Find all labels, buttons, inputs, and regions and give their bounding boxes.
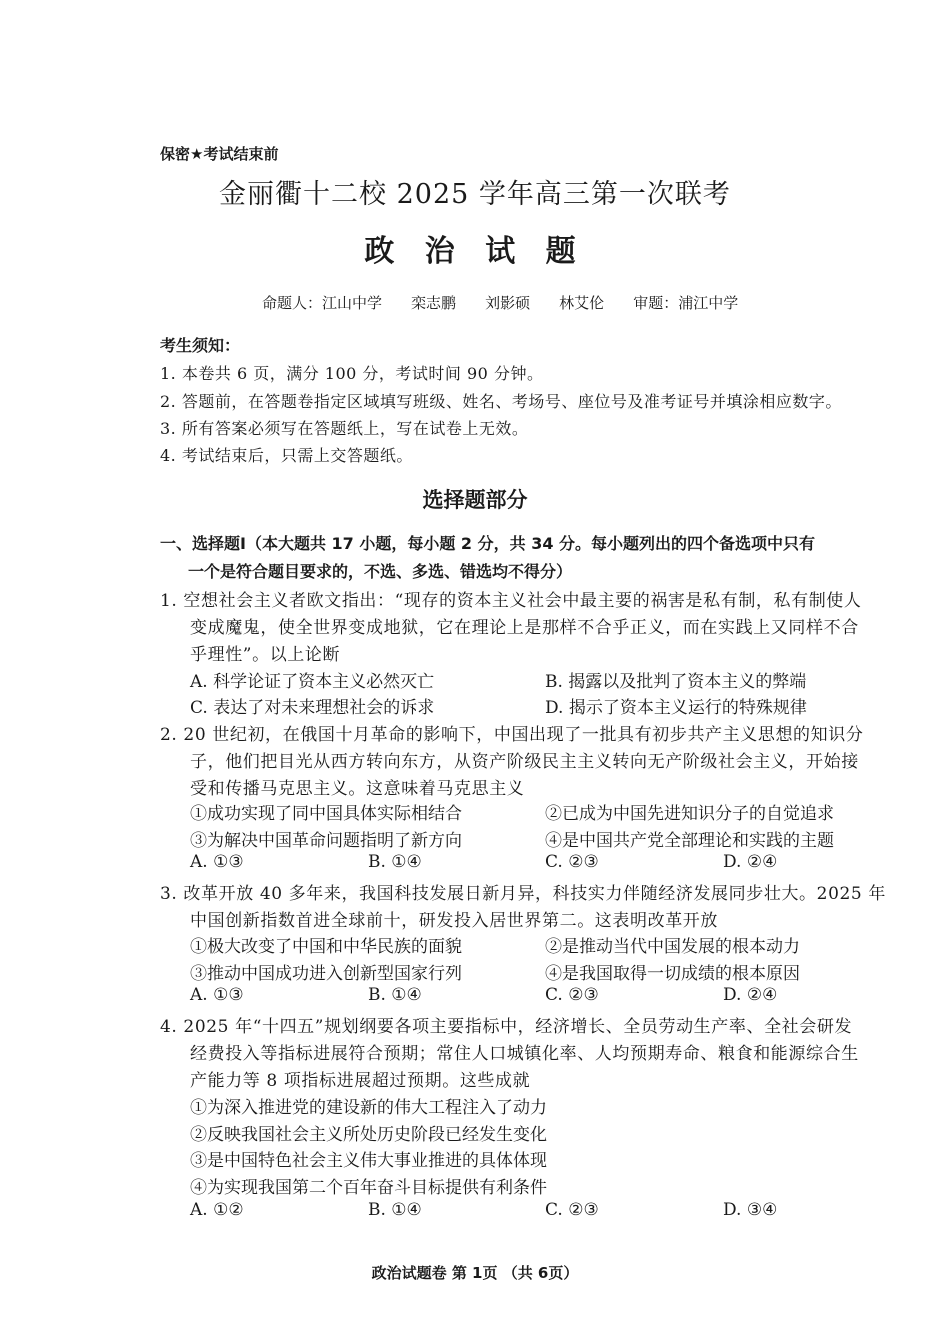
question-4-text: 产能力等 8 项指标进展超过预期。这些成就 <box>190 1071 531 1091</box>
question-1-text: 1. 空想社会主义者欧文指出：“现存的资本主义社会中最主要的祸害是私有制，私有制使人 <box>160 591 862 611</box>
question-3-statement: ④是我国取得一切成绩的根本原因 <box>545 964 800 984</box>
question-1-option-d: D. 揭示了资本主义运行的特殊规律 <box>545 698 807 718</box>
confidential-label: 保密★考试结束前 <box>160 145 279 163</box>
section-title: 选择题部分 <box>422 488 528 512</box>
question-3-text: 3. 改革开放 40 多年来，我国科技发展日新月异，科技实力伴随经济发展同步壮大。2025 年 <box>160 884 886 904</box>
question-2-statement: ①成功实现了同中国具体实际相结合 <box>190 804 462 824</box>
authors-label: 命题人：江山中学 <box>262 294 383 312</box>
notice-item: 4. 考试结束后，只需上交答题纸。 <box>160 446 413 465</box>
reviewer-label: 审题：浦江中学 <box>633 294 739 312</box>
question-4-option-c: C. ②③ <box>545 1200 599 1220</box>
question-2-statement: ④是中国共产党全部理论和实践的主题 <box>545 831 834 851</box>
question-3-option-b: B. ①④ <box>368 985 422 1005</box>
question-3-option-c: C. ②③ <box>545 985 599 1005</box>
question-4-statement: ④为实现我国第二个百年奋斗目标提供有利条件 <box>190 1178 547 1198</box>
question-4-text: 经费投入等指标进展符合预期；常住人口城镇化率、人均预期寿命、粮食和能源综合生 <box>190 1044 859 1064</box>
question-3-option-d: D. ②④ <box>723 985 778 1005</box>
instructions-line: 一个是符合题目要求的，不选、多选、错选均不得分） <box>188 562 573 581</box>
question-1-text: 乎理性”。以上论断 <box>190 645 341 665</box>
question-2-option-d: D. ②④ <box>723 852 778 872</box>
question-3-statement: ③推动中国成功进入创新型国家行列 <box>190 964 462 984</box>
author-name: 林艾伦 <box>559 294 605 312</box>
question-2-text: 受和传播马克思主义。这意味着马克思主义 <box>190 779 525 799</box>
question-1-option-c: C. 表达了对未来理想社会的诉求 <box>190 698 435 718</box>
question-4-statement: ③是中国特色社会主义伟大事业推进的具体体现 <box>190 1151 547 1171</box>
authors-line <box>262 292 758 313</box>
notice-item: 2. 答题前，在答题卷指定区域填写班级、姓名、考场号、座位号及准考证号并填涂相应数字。 <box>160 392 842 411</box>
question-3-text: 中国创新指数首进全球前十，研发投入居世界第二。这表明改革开放 <box>190 911 718 931</box>
question-2-option-a: A. ①③ <box>190 852 244 872</box>
question-4-text: 4. 2025 年“十四五”规划纲要各项主要指标中，经济增长、全员劳动生产率、全社会研发 <box>160 1017 853 1037</box>
author-name: 刘影硕 <box>485 294 531 312</box>
question-3-option-a: A. ①③ <box>190 985 244 1005</box>
question-4-option-b: B. ①④ <box>368 1200 422 1220</box>
question-4-option-a: A. ①② <box>190 1200 244 1220</box>
question-4-statement: ②反映我国社会主义所处历史阶段已经发生变化 <box>190 1125 547 1145</box>
notice-heading: 考生须知： <box>160 336 241 355</box>
question-3-statement: ①极大改变了中国和中华民族的面貌 <box>190 937 462 957</box>
question-2-text: 子，他们把目光从西方转向东方，从资产阶级民主主义转向无产阶级社会主义，开始接 <box>190 752 859 772</box>
notice-item: 1. 本卷共 6 页，满分 100 分，考试时间 90 分钟。 <box>160 364 544 383</box>
question-1-option-a: A. 科学论证了资本主义必然灭亡 <box>190 672 435 692</box>
question-2-text: 2. 20 世纪初，在俄国十月革命的影响下，中国出现了一批具有初步共产主义思想的知识分 <box>160 725 864 745</box>
question-3-statement: ②是推动当代中国发展的根本动力 <box>545 937 800 957</box>
instructions-line: 一、选择题Ⅰ（本大题共 17 小题，每小题 2 分，共 34 分。每小题列出的四个备选项中只有 <box>160 534 816 553</box>
question-2-option-b: B. ①④ <box>368 852 422 872</box>
exam-title: 金丽衢十二校 2025 学年高三第一次联考 <box>219 179 731 210</box>
question-2-statement: ②已成为中国先进知识分子的自觉追求 <box>545 804 834 824</box>
question-2-option-c: C. ②③ <box>545 852 599 872</box>
subject-title: 政 治 试 题 <box>364 234 586 269</box>
question-1-text: 变成魔鬼，使全世界变成地狱，它在理论上是那样不合乎正义，而在实践上又同样不合 <box>190 618 859 638</box>
question-4-option-d: D. ③④ <box>723 1200 778 1220</box>
notice-item: 3. 所有答案必须写在答题纸上，写在试卷上无效。 <box>160 419 529 438</box>
page-footer: 政治试题卷 第 1页 （共 6页） <box>371 1264 579 1282</box>
question-2-statement: ③为解决中国革命问题指明了新方向 <box>190 831 462 851</box>
question-4-statement: ①为深入推进党的建设新的伟大工程注入了动力 <box>190 1098 547 1118</box>
author-name: 栾志鹏 <box>411 294 457 312</box>
question-1-option-b: B. 揭露以及批判了资本主义的弊端 <box>545 672 807 692</box>
